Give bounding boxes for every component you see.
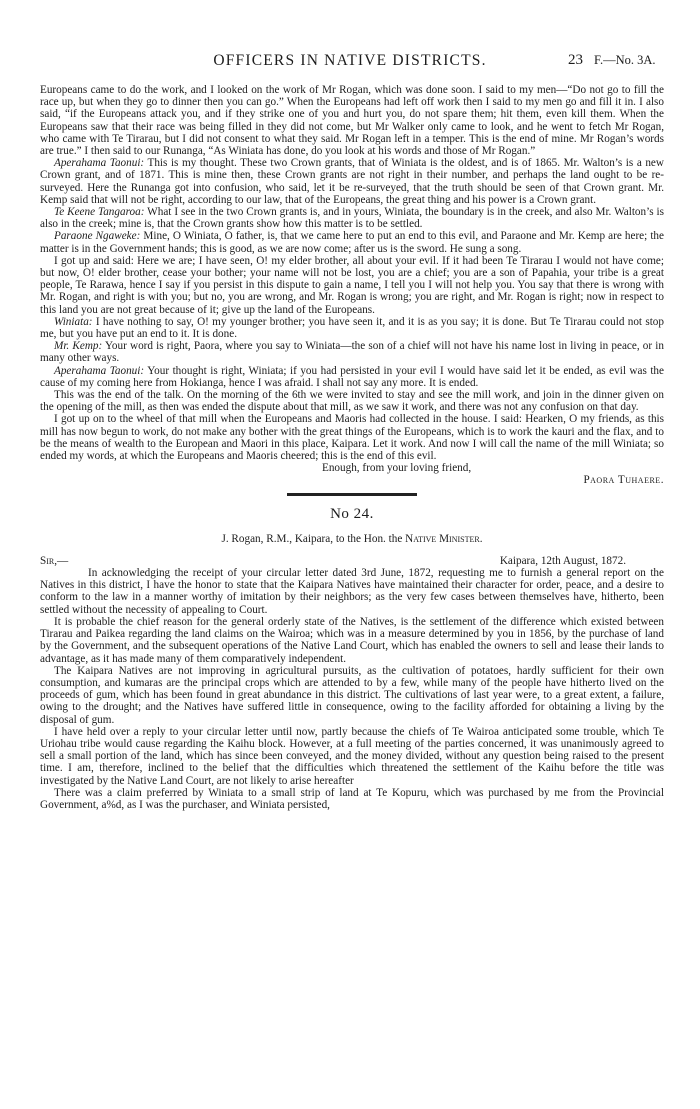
speaker-name: Te Keene Tangaroa: xyxy=(54,206,145,219)
running-header xyxy=(0,52,700,76)
salutation: Sir,— xyxy=(40,554,69,567)
speech-text: Your word is right, Paora, where you say to Winiata—the son of a chief will not have his name lost in living in peace, or in many other ways. xyxy=(40,340,664,365)
paragraph: Europeans came to do the work, and I looked on the work of Mr Rogan, which was done soon. I said to my men—“Do not go to fill the race up, but when they go to dinner then you can go.” When the Europeans had left off work then I said to my men go and fill it in. I also said, “if the Europeans attack you, and if they strike one of you and hurt you, do not spare them; hit them, even kill them. When the Europeans saw that their race was being filled in they did not come, but Mr Walker only came to look, and he went to fetch Mr Rogan, who came with Te Tirarau, but I did not consent to what they said. Mr Rogan left in a temper. This is the end of mine. Mr Rogan’s words are true.” I then said to our Runanga, “As Winiata has done, do you look at his words and those of Mr Rogan.” xyxy=(40,84,664,158)
salutation-line xyxy=(40,555,664,567)
speech-text: What I see in the two Crown grants is, and in yours, Winiata, the boundary is in the creek, and also Mr. Walton’s is also in the creek; mine is, that the Crown grants show how this matter is to be settled. xyxy=(40,206,664,231)
paragraph xyxy=(40,157,664,206)
paragraph: It is probable the chief reason for the general orderly state of the Natives, is the settlement of the difference which existed between Tirarau and Paikea regarding the land claims on the Wairoa; which was in a measure determined by you in 1856, by the purchase of land by the Government, and the subsequent operations of the Native Land Court, which has enabled the owners to sell and lease their lands to advantage, as it has made many of them comparatively independent. xyxy=(40,615,664,665)
paragraph xyxy=(40,230,664,254)
paragraph: This was the end of the talk. On the morning of the 6th we were invited to stay and see the mill work, and join in the dinner given on the opening of the mill, as then was ended the dispute about that mill, as we saw it work, and there was not any confusion on that day. xyxy=(40,389,664,414)
speech-text: I have nothing to say, O! my younger brother; you have seen it, and it is as you say; it is done. But Te Tirarau could not stop me, but you have put an end to it. It is done. xyxy=(40,315,664,341)
paragraph: I got up and said: Here we are; I have seen, O! my elder brother, all about your evil. If it had been Te Tirarau I would not have come; but now, O! elder brother, cease your bother; your name will not be lost, you are a chief; you are a son of Papahia, your tribe is a great people, Te Rarawa, hence I say if you persist in this dispute to gain a name, I tell you I will not help you. You say that there is wrong with Mr. Rogan, and right is with you; but no, you are wrong, and Mr. Rogan is wrong; you are right, and Mr. Rogan is right; now in respect to this land you are not great because of it; give up the land of the Europeans. xyxy=(40,254,664,316)
paragraph: I have held over a reply to your circular letter until now, partly because the chiefs of Te Wairoa anticipated some trouble, which Te Uriohau tribe would cause regarding the Kaihu block. However, at a full meeting of the parties concerned, it was unanimously agreed to sell a small portion of the land, which has since been conveyed, and the money divided, without any question being raised to the present time. I am, therefore, inclined to the belief that the difficulties which threatened the settlement of the Kaihu before the title was investigated by the Native Land Court, are not likely to arise hereafter xyxy=(40,725,664,787)
paragraph xyxy=(40,206,664,230)
paragraph: The Kaipara Natives are not improving in agricultural pursuits, as the cultivation of potatoes, hardly sufficient for their own consumption, and kumaras are the principal crops which are attended to by a few, while many of the people have hitherto lived on the proceeds of gum, which has been found in great abundance in this district. The cultivations of last year were, to a great extent, a failure, owing to the drought; and the Natives have suffered little in consequence, owing to the facility afforded for obtaining a living by the disposal of gum. xyxy=(40,664,664,726)
speaker-name: Winiata: xyxy=(54,315,93,328)
signature: Paora Tuhaere. xyxy=(583,474,664,487)
speaker-name: Paraone Ngaweke: xyxy=(54,230,141,243)
paragraph xyxy=(40,340,664,364)
letter-from: J. Rogan, R.M., Kaipara, to the Hon. the xyxy=(221,532,403,545)
paragraph: I got up on to the wheel of that mill when the Europeans and Maoris had collected in the house. I said: Hearken, O my friends, as this mill has now begun to work, do not make any bother with the great things of the Europeans, which is to work the kauri and the flax, and to be the means of wealth to the European and Maori in this place, Kaipara. Let it work. And now I will call the name of the mill Winiata; so ended my words, at which the Europeans and Maoris cheered; this is the end of this evil. xyxy=(40,413,664,463)
letter-heading xyxy=(40,533,664,545)
closing-text: Enough, from your loving friend, xyxy=(322,462,472,475)
dateline: Kaipara, 12th August, 1872. xyxy=(499,554,626,567)
paragraph xyxy=(40,365,664,389)
speech-text: Mine, O Winiata, O father, is, that we came here to put an end to this evil, and Paraone and Mr. Kemp are here; the matter is in the Government hands; this is good, as we are now come; after us is the sword. He sung a song. xyxy=(40,230,664,255)
letter-recipient: Native Minister. xyxy=(405,532,483,545)
speech-text: Your thought is right, Winiata; if you had persisted in your evil I would have said let it be ended, as evil was the cause of my coming here from Hokianga, hence I was afraid. I shall not say any more. It is ended. xyxy=(40,364,664,389)
document-code: F.—No. 3A. xyxy=(594,53,656,67)
page-number: 23 xyxy=(568,52,583,68)
section-title: No 24. xyxy=(330,505,374,522)
paragraph: There was a claim preferred by Winiata to a small strip of land at Te Kopuru, which was purchased by me from the Provincial Government, a%d, as I was the purchaser, and Winiata persisted, xyxy=(40,786,664,811)
paragraph xyxy=(40,316,664,340)
speaker-name: Mr. Kemp: xyxy=(54,340,103,353)
closing-line xyxy=(40,462,664,474)
section-divider xyxy=(287,493,417,496)
page-title: OFFICERS IN NATIVE DISTRICTS. xyxy=(213,52,487,69)
paragraph: In acknowledging the receipt of your circular letter dated 3rd June, 1872, requesting me to furnish a general report on the Natives in this district, I have the honor to state that the Kaipara Natives have maintained their character for order, peace, and a desire to conform to the law in a manner worthy of imitation by their neighbors; as the very few cases between themselves have, hitherto, been settled without the necessity of appealing to Court. xyxy=(40,567,664,616)
speaker-name: Aperahama Taonui: xyxy=(54,157,145,170)
page-body xyxy=(40,84,664,811)
speech-text: This is my thought. These two Crown grants, that of Winiata is the oldest, and is of 1865. Mr. Walton’s is a new Crown grant, and of 1871. This is mine then, these Crown grants are not right in their number, and perhaps the land ought to be re-surveyed. Here the Runanga got into confusion, who said, let it be re-surveyed, that the truth should be seen of that Crown grant. Mr. Kemp said that will not be right, according to our law, that of the Europeans, the great thing and his power is a Crown grant. xyxy=(40,157,664,206)
speaker-name: Aperahama Taonui: xyxy=(54,364,145,377)
